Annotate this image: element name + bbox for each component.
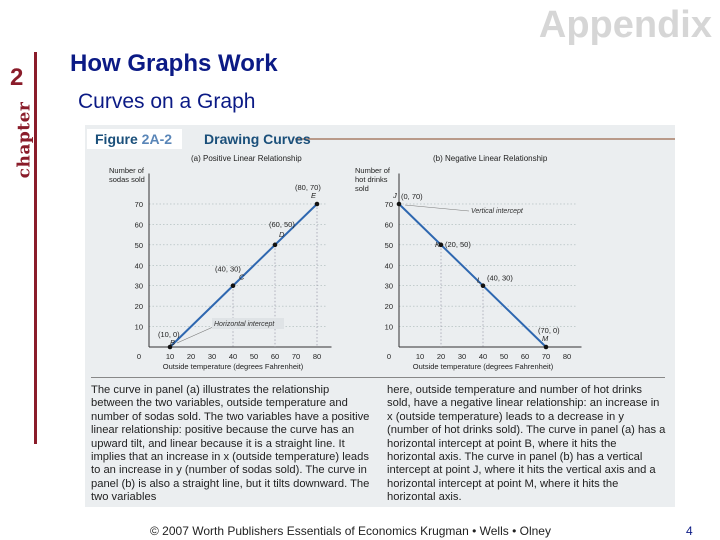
data-point <box>273 243 278 248</box>
point-coord-label: (10, 0) <box>158 330 180 339</box>
y-axis-label: sodas sold <box>109 175 145 184</box>
figure-rule <box>295 138 675 140</box>
figure-number: 2A-2 <box>141 131 173 147</box>
point-letter-label: J <box>393 190 397 200</box>
y-tick-label: 60 <box>134 220 143 230</box>
slide-title: How Graphs Work <box>70 50 278 77</box>
data-point <box>397 202 402 207</box>
appendix-heading: Appendix <box>538 4 712 46</box>
figure-title: Drawing Curves <box>204 131 311 147</box>
point-letter-label: C <box>239 272 245 282</box>
figure-label-prefix: Figure <box>95 131 138 147</box>
caption-right: here, outside temperature and number of hot drinks sold, have a negative linear relationship: an increase in x (outside temperature) leads to a decrease in y (number of hot drinks sold). The curve in panel (a) has a horizontal intercept at point B, where it hits the horizontal axis. The curve in panel (b) has a vertical intercept at point J, where it hits the vertical axis and a horizontal intercept at point M, where it hits the horizontal axis. <box>387 384 666 504</box>
x-axis-label: Outside temperature (degrees Fahrenheit) <box>412 362 554 371</box>
annotation-leader <box>405 205 469 211</box>
y-tick-label: 50 <box>134 240 143 250</box>
x-tick-label: 50 <box>249 352 259 361</box>
chart-title: (b) Negative Linear Relationship <box>433 154 548 163</box>
x-tick-label: 60 <box>270 352 280 361</box>
y-tick-label: 30 <box>384 281 393 291</box>
figure-panel <box>85 125 675 507</box>
caption-rule <box>91 377 665 378</box>
point-coord-label: (0, 70) <box>401 191 423 201</box>
data-point <box>544 345 549 350</box>
x-tick-label: 30 <box>207 352 217 361</box>
footer-credit: © 2007 Worth Publishers Essentials of Economics Krugman • Wells • Olney <box>150 524 551 538</box>
x-tick-label: 40 <box>478 352 488 361</box>
y-tick-label: 70 <box>134 199 143 209</box>
series-line <box>399 204 546 347</box>
y-tick-label: 60 <box>384 220 393 230</box>
chart-title: (a) Positive Linear Relationship <box>191 154 302 163</box>
x-tick-label: 20 <box>436 352 446 361</box>
x-tick-label: 30 <box>457 352 467 361</box>
figure-header <box>85 129 311 149</box>
y-tick-label: 30 <box>134 281 143 291</box>
annotation-text: Vertical intercept <box>471 208 523 215</box>
y-tick-label: 20 <box>134 302 143 312</box>
x-tick-label: 40 <box>228 352 238 361</box>
y-axis-label: Number of <box>355 166 391 175</box>
point-letter-label: B <box>170 338 176 347</box>
point-coord-label: (40, 30) <box>215 264 241 274</box>
figure-label <box>87 129 182 149</box>
x-axis-label: Outside temperature (degrees Fahrenheit) <box>162 362 304 371</box>
y-tick-label: 40 <box>134 261 143 271</box>
x-tick-label: 70 <box>291 352 301 361</box>
x-tick-label: 80 <box>562 352 572 361</box>
point-letter-label: E <box>311 190 317 200</box>
chart-negative <box>347 151 671 373</box>
x-tick-label: 60 <box>520 352 530 361</box>
x-tick-label: 0 <box>386 352 392 361</box>
x-tick-label: 10 <box>415 352 425 361</box>
chapter-number: 2 <box>10 64 24 91</box>
caption-left: The curve in panel (a) illustrates the relationship between the two variables, outside temperature and number of sodas sold. The two variables have a positive linear relationship: positive because the curve has an upward tilt, and linear because it is a straight line. It implies that an increase in x (outside temperature) leads to an increase in y (number of sodas sold). The curve in panel (b) is also a straight line, but it tilts downward. The two variables <box>91 384 370 504</box>
point-letter-label: K <box>435 239 441 249</box>
point-letter-label: M <box>542 334 549 343</box>
data-point <box>315 202 320 207</box>
slide-subtitle: Curves on a Graph <box>78 90 256 113</box>
point-letter-label: D <box>279 229 285 239</box>
x-tick-label: 50 <box>499 352 509 361</box>
point-coord-label: (40, 30) <box>487 273 513 283</box>
chart-positive <box>101 151 371 373</box>
x-tick-label: 80 <box>312 352 322 361</box>
chapter-label: chapter <box>14 101 35 179</box>
x-tick-label: 20 <box>186 352 196 361</box>
y-axis-label: sold <box>355 184 369 193</box>
y-tick-label: 20 <box>384 302 393 312</box>
y-tick-label: 40 <box>384 261 393 271</box>
x-tick-label: 0 <box>136 352 142 361</box>
data-point <box>231 283 236 288</box>
page-number: 4 <box>686 524 693 538</box>
annotation-text: Horizontal intercept <box>214 321 275 328</box>
y-tick-label: 70 <box>384 199 393 209</box>
y-axis-label: Number of <box>109 166 145 175</box>
point-coord-label: (80, 70) <box>295 182 321 192</box>
point-coord-label: (20, 50) <box>445 239 471 249</box>
chapter-divider <box>34 52 37 444</box>
y-tick-label: 50 <box>384 240 393 250</box>
point-coord-label: (70, 0) <box>538 326 560 335</box>
x-tick-label: 10 <box>165 352 175 361</box>
data-point <box>481 283 486 288</box>
y-tick-label: 10 <box>384 322 393 332</box>
y-tick-label: 10 <box>134 322 143 332</box>
x-tick-label: 70 <box>541 352 551 361</box>
point-letter-label: L <box>477 275 482 285</box>
y-axis-label: hot drinks <box>355 175 388 184</box>
point-coord-label: (60, 50) <box>269 219 295 229</box>
